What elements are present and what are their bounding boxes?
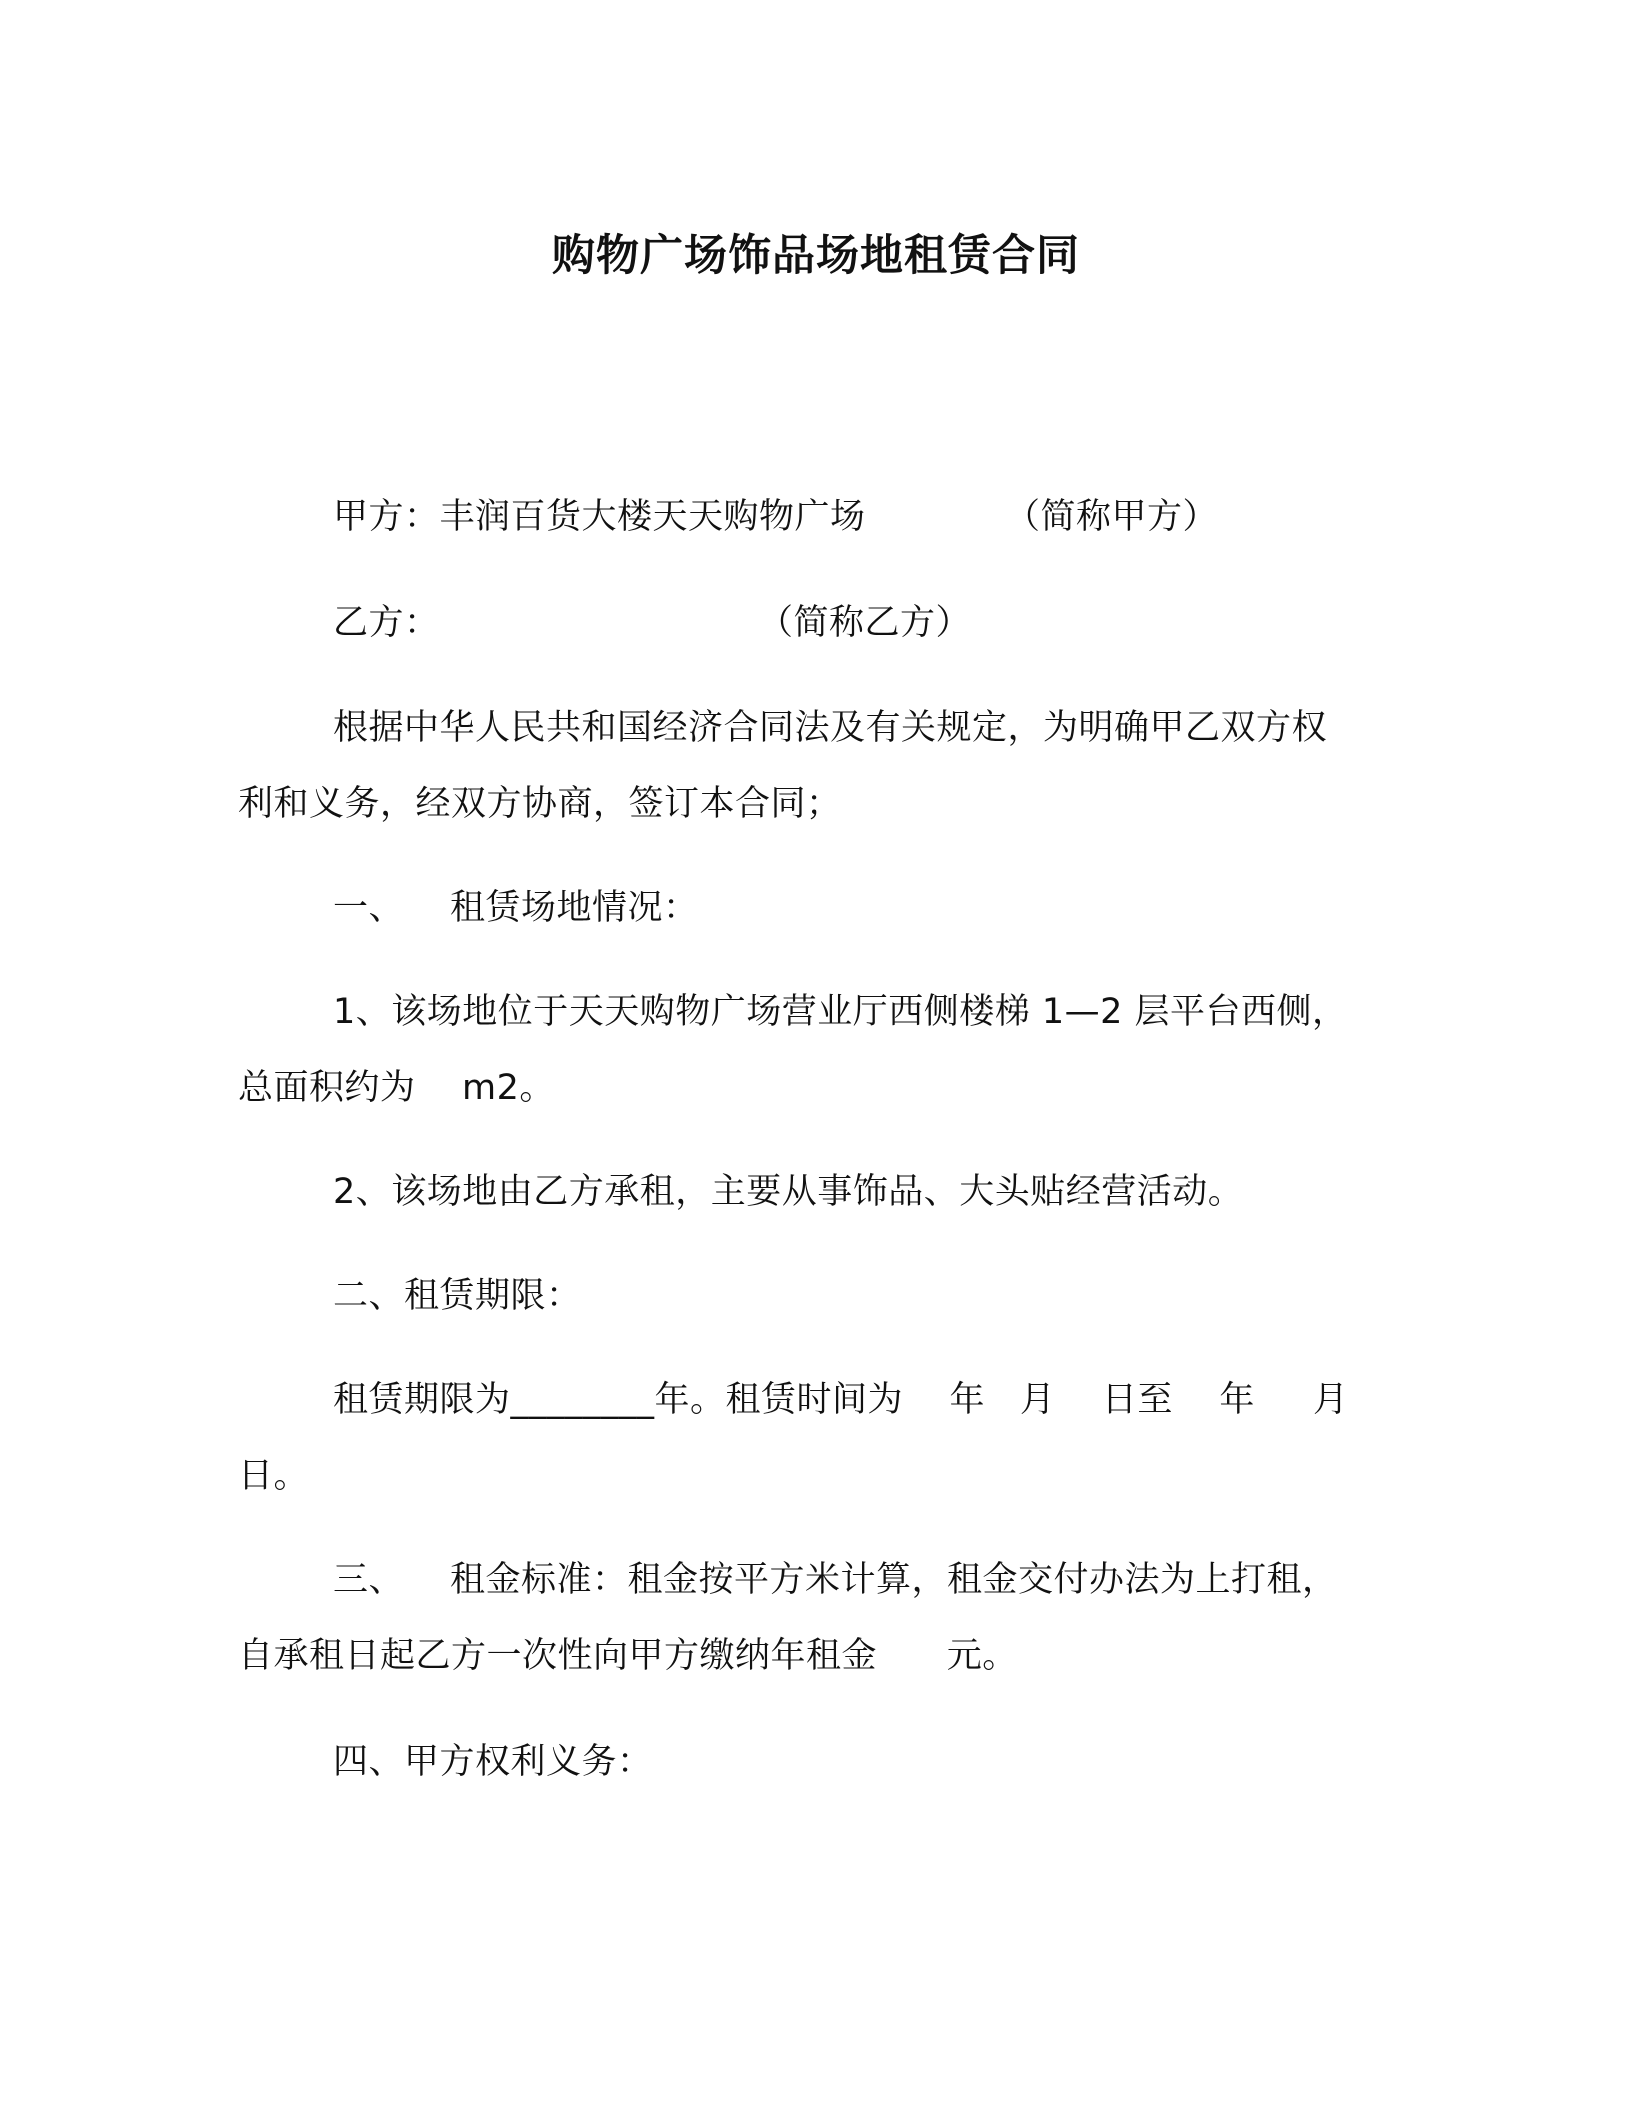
section-2-heading: 二、租赁期限： xyxy=(333,1276,582,1316)
term-line-2: 日。 xyxy=(238,1456,310,1496)
party-b-label: 乙方： xyxy=(333,603,440,643)
party-a-abbreviation: （简称甲方） xyxy=(1005,497,1219,537)
section-3-line-2: 自承租日起乙方一次性向甲方缴纳年租金 元。 xyxy=(238,1636,1018,1676)
item-1-line-2: 总面积约为 m2。 xyxy=(238,1068,555,1108)
section-4-heading: 四、甲方权利义务： xyxy=(333,1742,653,1782)
preamble-line-1: 根据中华人民共和国经济合同法及有关规定，为明确甲乙双方权 xyxy=(333,708,1328,748)
party-a-label: 甲方：丰润百货大楼天天购物广场 xyxy=(333,497,866,537)
section-3-number: 三、 xyxy=(333,1560,405,1600)
party-b-abbreviation: （简称乙方） xyxy=(758,603,972,643)
document-title: 购物广场饰品场地租赁合同 xyxy=(552,231,1080,281)
section-1-heading: 租赁场地情况： xyxy=(450,888,699,928)
item-1-line-1: 1、该场地位于天天购物广场营业厅西侧楼梯 1—2 层平台西侧， xyxy=(333,992,1348,1032)
section-3-line-1: 租金标准：租金按平方米计算，租金交付办法为上打租， xyxy=(450,1560,1338,1600)
preamble-line-2: 利和义务，经双方协商，签订本合同； xyxy=(238,784,842,824)
item-2-line-1: 2、该场地由乙方承租，主要从事饰品、大头贴经营活动。 xyxy=(333,1172,1244,1212)
term-line-1: 租赁期限为________年。租赁时间为 年 月 日至 年 月 xyxy=(333,1380,1349,1420)
section-1-number: 一、 xyxy=(333,888,405,928)
